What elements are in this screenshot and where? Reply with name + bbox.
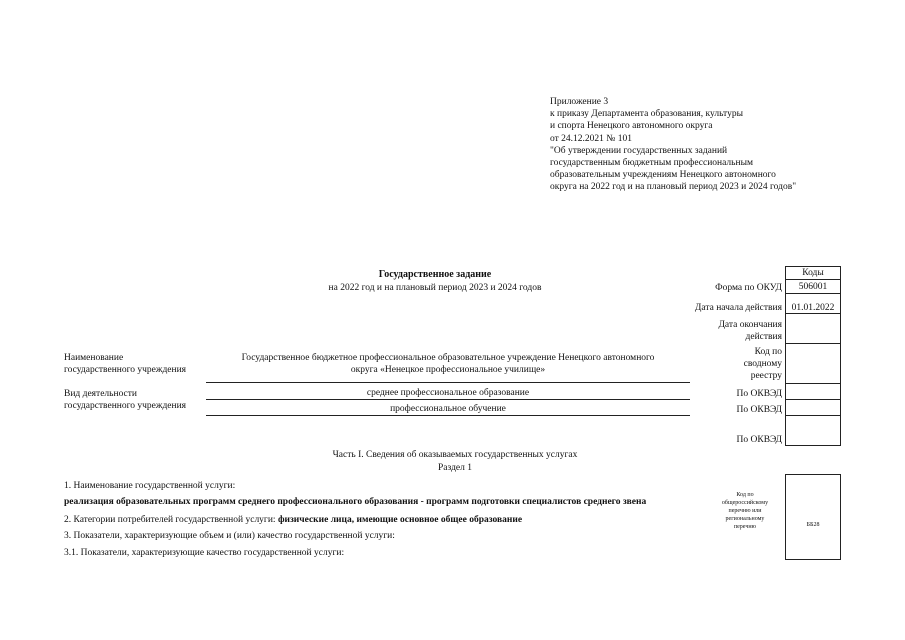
okud-value: 506001 <box>785 280 841 294</box>
service-item-3: 3. Показатели, характеризующие объем и (или) качество государственной услуги: <box>64 531 395 541</box>
institution-name-label: Наименование <box>64 353 124 363</box>
okved-value-1 <box>785 384 841 400</box>
document-title: Государственное задание <box>378 269 492 280</box>
activity-value-1: среднее профессиональное образование <box>366 388 530 398</box>
service-item-3-1: 3.1. Показатели, характеризующие качество государственной услуги: <box>64 548 345 558</box>
institution-name-label: государственного учреждения <box>64 365 187 375</box>
codes-header: Коды <box>785 266 841 280</box>
start-date-value: 01.01.2022 <box>785 294 841 314</box>
okved-value-2 <box>785 400 841 416</box>
underline <box>206 415 690 416</box>
appendix-line: и спорта Ненецкого автономного округа <box>550 121 713 131</box>
registry-label: Код по <box>754 347 782 357</box>
okud-label: Форма по ОКУД <box>715 283 782 293</box>
end-date-value <box>785 314 841 344</box>
registry-label: реестру <box>750 371 782 381</box>
appendix-line: образовательным учреждениям Ненецкого автономного <box>550 170 776 180</box>
okved-value-3 <box>785 416 841 446</box>
appendix-line: округа на 2022 год и на плановый период 2023 и 2024 годов" <box>550 182 797 192</box>
activity-value-2: профессиональное обучение <box>390 404 506 414</box>
registry-value <box>785 344 841 384</box>
okved-label: По ОКВЭД <box>736 405 782 415</box>
appendix-line: "Об утверждении государственных заданий <box>550 146 728 156</box>
appendix-line: государственным бюджетным профессиональным <box>550 158 753 168</box>
general-list-code-box <box>785 474 841 560</box>
institution-name-value: Государственное бюджетное профессиональное образовательное учреждение Ненецкого автономного <box>241 353 655 363</box>
general-list-label: Код по общероссийскому перечню или региональному перечню <box>721 492 769 530</box>
institution-name-value: округа «Ненецкое профессиональное училище» <box>350 365 546 375</box>
section-title: Раздел 1 <box>438 463 472 473</box>
part-title: Часть I. Сведения об оказываемых государственных услугах <box>332 450 578 460</box>
service-name-value: реализация образовательных программ среднего профессионального образования - программ подготовки специалистов среднего звена <box>64 497 647 507</box>
okved-label: По ОКВЭД <box>736 389 782 399</box>
general-list-code: ББ28 <box>806 522 820 528</box>
end-date-label: Дата окончания <box>718 320 782 330</box>
registry-label: сводному <box>743 359 782 369</box>
appendix-line: к приказу Департамента образования, культуры <box>550 109 743 119</box>
underline <box>206 382 690 383</box>
service-item-2: 2. Категории потребителей государственной услуги: физические лица, имеющие основное общее образование <box>64 515 523 525</box>
activity-label: Вид деятельности <box>64 389 138 399</box>
start-date-label: Дата начала действия <box>694 303 782 313</box>
appendix-line: от 24.12.2021 № 101 <box>550 134 632 144</box>
okved-label: По ОКВЭД <box>736 435 782 445</box>
underline <box>206 399 690 400</box>
service-item-1: 1. Наименование государственной услуги: <box>64 481 236 491</box>
activity-label: государственного учреждения <box>64 401 187 411</box>
end-date-label: действия <box>745 332 782 342</box>
document-subtitle: на 2022 год и на плановый период 2023 и 2024 годов <box>328 283 542 293</box>
appendix-line: Приложение 3 <box>550 97 609 107</box>
